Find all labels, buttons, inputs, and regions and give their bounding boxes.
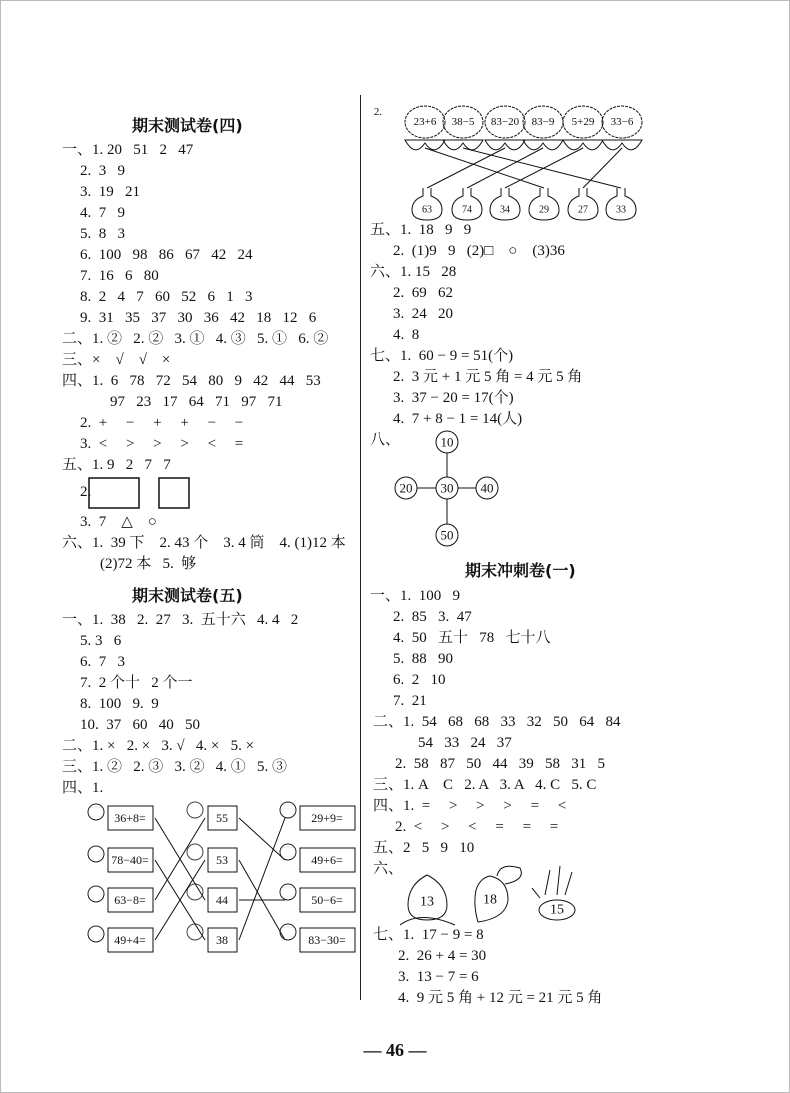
flower-expression: 5+29 <box>571 116 595 128</box>
answer-line: 3. 19 21 <box>80 184 140 200</box>
answer-line: 5. 88 90 <box>393 651 453 667</box>
answer-line: 6. 2 10 <box>393 672 446 688</box>
cat-icon <box>280 924 296 940</box>
match-line <box>467 148 543 188</box>
flower-expression: 33−6 <box>610 116 634 128</box>
answer-line: 4. 7 9 <box>80 205 125 221</box>
pot-number: 27 <box>578 204 588 216</box>
pot-number: 63 <box>422 204 432 216</box>
match-line <box>463 148 621 188</box>
grass-icon <box>532 866 572 898</box>
answer-line: 三、× √ √ × <box>62 352 171 368</box>
match-line <box>583 148 622 188</box>
answer-line: 2. + − + + − − <box>80 415 244 431</box>
cat-icon <box>88 886 104 902</box>
answer-line: 七、1. 60 − 9 = 51(个) <box>370 348 514 364</box>
answer-line: 54 33 24 37 <box>418 735 512 751</box>
answer-line: 8. 100 9. 9 <box>80 696 159 712</box>
pot-number: 74 <box>462 204 472 216</box>
answer-line: 5. 8 3 <box>80 226 125 242</box>
expression-text: 50−6= <box>311 893 343 907</box>
mouse-icon <box>187 844 203 860</box>
section-title-test-5: 期末测试卷(五) <box>132 586 243 605</box>
radish-number: 18 <box>483 892 497 908</box>
circle-number: 50 <box>440 527 454 543</box>
answer-line: 四、1. <box>62 780 104 796</box>
match-line <box>239 818 285 940</box>
cat-icon <box>88 846 104 862</box>
mouse-icon <box>187 924 203 940</box>
answer-line: 3. < > > > < = <box>80 436 244 452</box>
expression-text: 29+9= <box>311 811 343 825</box>
answer-line: 二、1. ② 2. ② 3. ① 4. ③ 5. ① 6. ② <box>62 331 329 347</box>
expression-text: 49+4= <box>114 933 146 947</box>
match-line <box>425 148 544 188</box>
answer-line: 6. 100 98 86 67 42 24 <box>80 247 253 263</box>
answer-line: 4. 9 元 5 角 + 12 元 = 21 元 5 角 <box>398 990 603 1006</box>
answer-line: 五、1. 9 2 7 7 <box>62 457 171 473</box>
expression-text: 78−40= <box>111 853 149 867</box>
flower-expression: 23+6 <box>413 116 437 128</box>
circle-number: 10 <box>440 434 454 450</box>
answer-line: 三、1. A C 2. A 3. A 4. C 5. C <box>373 777 597 793</box>
answer-line: 6. 7 3 <box>80 654 125 670</box>
square-shape <box>159 478 189 508</box>
answer-line: 五、1. 18 9 9 <box>370 222 472 238</box>
pot-number: 34 <box>500 204 510 216</box>
answer-line: 六、1. 15 28 <box>370 264 457 280</box>
answer-line: 二、1. 54 68 68 33 32 50 64 84 <box>373 714 621 730</box>
answer-line: 2. 69 62 <box>393 285 453 301</box>
section-title-sprint-1: 期末冲刺卷(一) <box>465 561 576 580</box>
answer-line: 2. (1)9 9 (2)□ ○ (3)36 <box>393 243 565 259</box>
mouse-icon <box>187 802 203 818</box>
answer-line: 四、1. = > > > = < <box>373 798 567 814</box>
answer-line: 7. 2 个十 2 个一 <box>80 675 193 691</box>
answer-line: 五、2 5 9 10 <box>373 840 475 856</box>
rectangle-shape <box>89 478 139 508</box>
flower-expression: 83−9 <box>531 116 555 128</box>
circle-number: 40 <box>480 480 494 496</box>
expression-text: 49+6= <box>311 853 343 867</box>
pot-number: 33 <box>616 204 626 216</box>
answer-line: 4. 50 五十 78 七十八 <box>393 630 551 646</box>
answer-text: 38 <box>216 933 228 947</box>
answer-line: 2. 3 元 + 1 元 5 角 = 4 元 5 角 <box>393 369 583 385</box>
expression-text: 36+8= <box>114 811 146 825</box>
answer-line: 三、1. ② 2. ③ 3. ② 4. ① 5. ③ <box>62 759 288 775</box>
cat-icon <box>280 884 296 900</box>
match-line <box>427 148 505 188</box>
page-number: — 46 — <box>363 1040 427 1060</box>
answer-line: 四、1. 6 78 72 54 80 9 42 44 53 <box>62 373 321 389</box>
expression-text: 83−30= <box>308 933 346 947</box>
cat-icon <box>280 802 296 818</box>
cat-icon <box>88 804 104 820</box>
answer-line: 8. 2 4 7 60 52 6 1 3 <box>80 289 253 305</box>
grass-number: 15 <box>550 902 564 918</box>
flower-expression: 83−20 <box>490 116 520 128</box>
answer-line: 5. 3 6 <box>80 633 122 649</box>
answer-line: 4. 8 <box>393 327 420 343</box>
pot-number: 29 <box>539 204 549 216</box>
answer-line: 一、1. 38 2. 27 3. 五十六 4. 4 2 <box>62 612 299 628</box>
answer-text: 55 <box>216 811 228 825</box>
answer-line: 2. 58 87 50 44 39 58 31 5 <box>395 756 605 772</box>
question-label: 2. <box>373 106 383 118</box>
answer-text: 53 <box>216 853 228 867</box>
answer-line: 2. < > < = = = <box>395 819 559 835</box>
answer-text: 44 <box>216 893 228 907</box>
answer-line: 4. 7 + 8 − 1 = 14(人) <box>393 411 523 427</box>
answer-line: 9. 31 35 37 30 36 42 18 12 6 <box>80 310 317 326</box>
answer-line: 10. 37 60 40 50 <box>80 717 200 733</box>
leaf-icon <box>400 918 455 926</box>
answer-line: 7. 21 <box>393 693 427 709</box>
answer-line: (2)72 本 5. 够 <box>100 556 197 572</box>
answer-line: 一、1. 20 51 2 47 <box>62 142 194 158</box>
flower-expression: 38−5 <box>451 116 475 128</box>
answer-line: 97 23 17 64 71 97 71 <box>110 394 283 410</box>
answer-line: 六、 <box>373 861 404 877</box>
peach-number: 13 <box>420 894 434 910</box>
match-line <box>505 148 583 188</box>
answer-line: 3. 24 20 <box>393 306 453 322</box>
answer-line: 七、1. 17 − 9 = 8 <box>373 927 484 943</box>
match-line <box>239 818 285 860</box>
answer-line: 2. <box>80 484 92 500</box>
expression-text: 63−8= <box>114 893 146 907</box>
answer-line: 3. 7 △ ○ <box>80 514 157 530</box>
answer-line: 3. 37 − 20 = 17(个) <box>393 390 514 406</box>
answer-line: 2. 3 9 <box>80 163 125 179</box>
answer-line: 2. 26 + 4 = 30 <box>398 948 487 964</box>
answer-line: 2. 85 3. 47 <box>393 609 472 625</box>
answer-line: 二、1. × 2. × 3. √ 4. × 5. × <box>62 738 255 754</box>
section-title-test-4: 期末测试卷(四) <box>132 116 243 135</box>
answer-line: 六、1. 39 下 2. 43 个 3. 4 筒 4. (1)12 本 <box>62 535 346 551</box>
circle-number: 30 <box>440 480 454 496</box>
circle-number: 20 <box>399 480 413 496</box>
answer-line: 7. 16 6 80 <box>80 268 159 284</box>
cat-icon <box>88 926 104 942</box>
answer-line: 3. 13 − 7 = 6 <box>398 969 479 985</box>
answer-line: 一、1. 100 9 <box>370 588 461 604</box>
answer-line: 八、 <box>370 432 401 448</box>
